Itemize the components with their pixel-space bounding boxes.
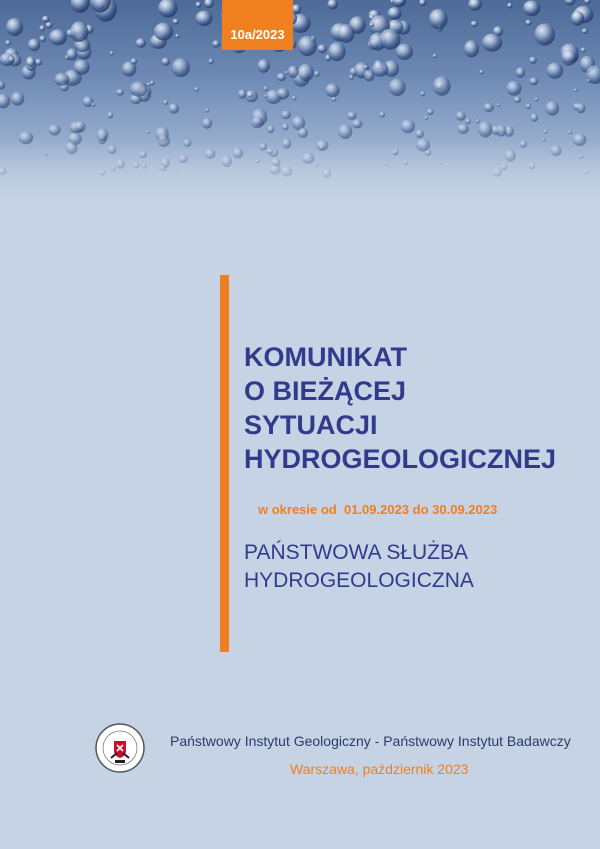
water-droplet — [425, 149, 431, 156]
service-line: PAŃSTWOWA SŁUŻBA — [244, 541, 469, 564]
water-droplet — [379, 29, 400, 50]
water-droplet — [54, 73, 69, 86]
water-droplet — [173, 19, 179, 25]
water-droplet — [97, 129, 109, 142]
water-droplet — [91, 103, 96, 107]
water-droplet — [266, 148, 273, 155]
water-droplet — [369, 23, 374, 27]
water-droplet — [251, 117, 264, 128]
water-droplet — [573, 134, 587, 147]
water-droplet — [392, 0, 406, 7]
water-droplet — [158, 0, 177, 18]
water-droplet — [142, 163, 147, 168]
water-droplet — [256, 159, 260, 163]
water-droplet — [319, 145, 324, 151]
title-line: O BIEŻĄCEJ — [244, 376, 407, 406]
water-droplet — [520, 140, 527, 148]
water-droplet — [505, 150, 516, 162]
water-droplet — [298, 127, 308, 138]
water-droplet — [302, 153, 315, 164]
water-droplet — [66, 142, 78, 155]
water-droplet — [542, 138, 545, 141]
water-droplet — [315, 163, 318, 166]
water-droplet — [161, 158, 170, 168]
water-droplet — [582, 28, 588, 33]
water-droplet — [130, 82, 148, 97]
water-droplet — [576, 103, 586, 113]
water-droplet — [179, 155, 188, 164]
water-droplet — [439, 162, 442, 165]
water-droplet — [175, 34, 179, 38]
water-droplet — [331, 97, 336, 102]
water-droplet — [501, 164, 507, 170]
water-droplet — [264, 86, 268, 91]
water-droplet — [479, 70, 484, 74]
water-droplet — [70, 21, 88, 42]
water-droplet — [267, 125, 274, 133]
water-droplet — [154, 23, 173, 41]
water-droplet — [0, 167, 7, 175]
water-droplet — [156, 127, 169, 142]
water-droplet — [264, 94, 267, 98]
water-droplet — [282, 138, 291, 148]
water-droplet — [427, 109, 434, 115]
water-droplet — [496, 125, 507, 137]
water-droplet — [277, 73, 286, 81]
water-droplet — [396, 44, 413, 60]
water-droplet — [364, 65, 369, 69]
water-droplet — [584, 0, 590, 4]
title-line: SYTUACJI — [244, 410, 378, 440]
water-droplet — [568, 131, 572, 135]
accent-bar — [220, 275, 229, 652]
water-droplet — [196, 2, 202, 8]
water-droplet — [0, 81, 5, 90]
water-droplet — [389, 79, 406, 97]
water-droplet — [565, 0, 576, 5]
water-droplet — [571, 11, 584, 26]
water-droplet — [281, 110, 291, 119]
water-droplet — [314, 71, 319, 77]
water-droplet — [131, 58, 138, 64]
water-droplet — [233, 147, 244, 158]
water-droplet — [347, 112, 356, 120]
water-droplet — [195, 87, 199, 92]
water-droplet — [492, 168, 502, 177]
water-droplet — [385, 163, 388, 166]
water-droplet — [147, 83, 151, 87]
water-droplet — [139, 151, 147, 158]
water-droplet — [478, 121, 492, 137]
water-droplet — [456, 111, 466, 121]
water-droplet — [458, 124, 469, 134]
water-droplet — [71, 0, 90, 13]
water-droplet — [298, 64, 314, 81]
document-title — [244, 340, 556, 476]
water-droplet — [551, 145, 562, 156]
water-droplet — [526, 104, 531, 109]
issue-number-badge — [222, 0, 293, 50]
water-droplet — [202, 118, 212, 129]
water-droplet — [468, 0, 482, 11]
water-droplet — [317, 44, 327, 53]
water-droplet — [282, 123, 288, 130]
water-droplet — [574, 88, 578, 92]
water-droplet — [328, 42, 345, 61]
water-droplets-image — [0, 0, 600, 210]
water-droplet — [196, 11, 213, 26]
water-droplet — [271, 158, 280, 166]
water-droplet — [136, 38, 146, 48]
water-droplet — [525, 20, 531, 26]
place-and-date: Warszawa, październik 2023 — [290, 761, 469, 777]
title-line: KOMUNIKAT — [244, 342, 407, 372]
water-droplet — [323, 169, 332, 178]
water-droplet — [0, 94, 10, 109]
water-droplet — [9, 57, 15, 63]
water-droplet — [298, 36, 317, 56]
water-droplet — [433, 76, 451, 96]
water-droplet — [49, 29, 67, 45]
water-droplet — [325, 83, 339, 97]
water-droplet — [110, 51, 114, 55]
water-droplet — [204, 0, 213, 8]
water-droplet — [68, 133, 81, 145]
water-droplet — [338, 24, 355, 43]
water-droplet — [172, 58, 190, 77]
water-droplet — [416, 139, 430, 152]
water-droplet — [6, 18, 23, 36]
water-droplet — [66, 48, 77, 60]
water-droplet — [222, 156, 232, 168]
water-droplet — [111, 166, 116, 171]
water-droplet — [19, 131, 34, 144]
water-droplet — [183, 139, 191, 147]
water-droplet — [497, 103, 500, 107]
water-droplet — [159, 166, 161, 168]
water-droplet — [379, 112, 385, 118]
water-droplet — [392, 151, 397, 155]
water-droplet — [420, 91, 425, 96]
water-droplet — [338, 124, 352, 139]
pig-emblem-seal-icon — [94, 722, 146, 774]
water-droplet — [45, 153, 48, 156]
water-droplet — [238, 89, 247, 98]
water-droplet — [578, 154, 583, 158]
water-droplet — [506, 81, 521, 96]
water-droplet — [49, 125, 61, 136]
water-droplet — [561, 50, 576, 66]
water-droplet — [46, 22, 53, 28]
water-droplet — [404, 160, 408, 165]
water-droplet — [316, 140, 328, 151]
water-droplet — [209, 59, 214, 65]
water-droplet — [205, 108, 209, 112]
water-droplet — [26, 56, 35, 67]
water-droplet — [288, 66, 299, 78]
water-droplet — [99, 169, 106, 175]
water-droplet — [429, 9, 448, 29]
title-line: HYDROGEOLOGICZNEJ — [244, 444, 557, 474]
water-droplet — [388, 7, 402, 20]
water-droplet — [516, 67, 525, 77]
water-droplet — [523, 0, 540, 16]
water-droplet — [28, 39, 40, 52]
water-droplet — [108, 146, 116, 155]
water-droplet — [547, 63, 564, 79]
water-droplet — [259, 143, 267, 151]
water-droplet — [543, 130, 547, 134]
water-droplet — [327, 0, 338, 9]
water-droplet — [281, 166, 292, 176]
water-droplet — [581, 48, 587, 53]
water-droplet — [42, 16, 50, 23]
water-droplet — [534, 98, 538, 102]
water-droplet — [116, 89, 124, 96]
water-droplet — [39, 25, 45, 31]
water-droplet — [5, 40, 11, 46]
water-droplet — [425, 116, 429, 120]
water-droplet — [292, 96, 297, 100]
water-droplet — [545, 101, 559, 116]
water-droplet — [587, 79, 591, 83]
water-droplets-icon — [0, 0, 600, 210]
water-droplet — [529, 78, 538, 86]
water-droplet — [419, 0, 426, 6]
water-droplet — [269, 148, 278, 157]
water-droplet — [258, 59, 270, 73]
water-droplet — [401, 120, 415, 134]
water-droplet — [146, 130, 150, 133]
water-droplet — [372, 62, 389, 77]
water-droplet — [74, 60, 90, 75]
water-droplet — [529, 57, 537, 64]
water-droplet — [205, 149, 216, 159]
water-droplet — [176, 174, 178, 176]
water-droplet — [507, 3, 512, 9]
water-droplet — [534, 23, 555, 45]
water-droplet — [247, 92, 254, 98]
water-droplet — [482, 34, 502, 52]
water-droplet — [133, 163, 139, 169]
water-droplet — [476, 119, 480, 123]
water-droplet — [160, 165, 167, 171]
water-droplet — [529, 162, 535, 169]
water-droplet — [107, 112, 113, 118]
water-droplet — [465, 118, 470, 124]
institute-name: Państwowy Instytut Geologiczny - Państwowy Instytut Badawczy — [170, 733, 571, 749]
water-droplet — [484, 103, 494, 112]
water-droplet — [212, 40, 220, 47]
water-droplet — [352, 119, 362, 128]
water-droplet — [464, 40, 479, 57]
water-droplet — [471, 21, 478, 27]
service-name — [244, 539, 474, 595]
service-line: HYDROGEOLOGICZNA — [244, 569, 474, 592]
water-droplet — [584, 170, 589, 174]
water-droplet — [416, 130, 424, 139]
water-droplet — [169, 103, 179, 113]
water-droplet — [531, 114, 539, 122]
water-droplet — [276, 88, 289, 99]
water-droplet — [39, 36, 46, 43]
water-droplet — [116, 159, 125, 168]
water-droplet — [75, 121, 85, 133]
issue-number: 10a/2023 — [230, 27, 285, 42]
water-droplet — [394, 149, 399, 155]
water-droplet — [270, 164, 281, 175]
reporting-period: w okresie od 01.09.2023 do 30.09.2023 — [258, 502, 498, 517]
water-droplet — [514, 96, 521, 103]
water-droplet — [163, 100, 168, 105]
water-droplet — [11, 92, 24, 106]
water-droplet — [433, 54, 437, 58]
water-droplet — [161, 58, 170, 66]
water-droplet — [158, 135, 170, 147]
water-droplet — [349, 74, 354, 80]
